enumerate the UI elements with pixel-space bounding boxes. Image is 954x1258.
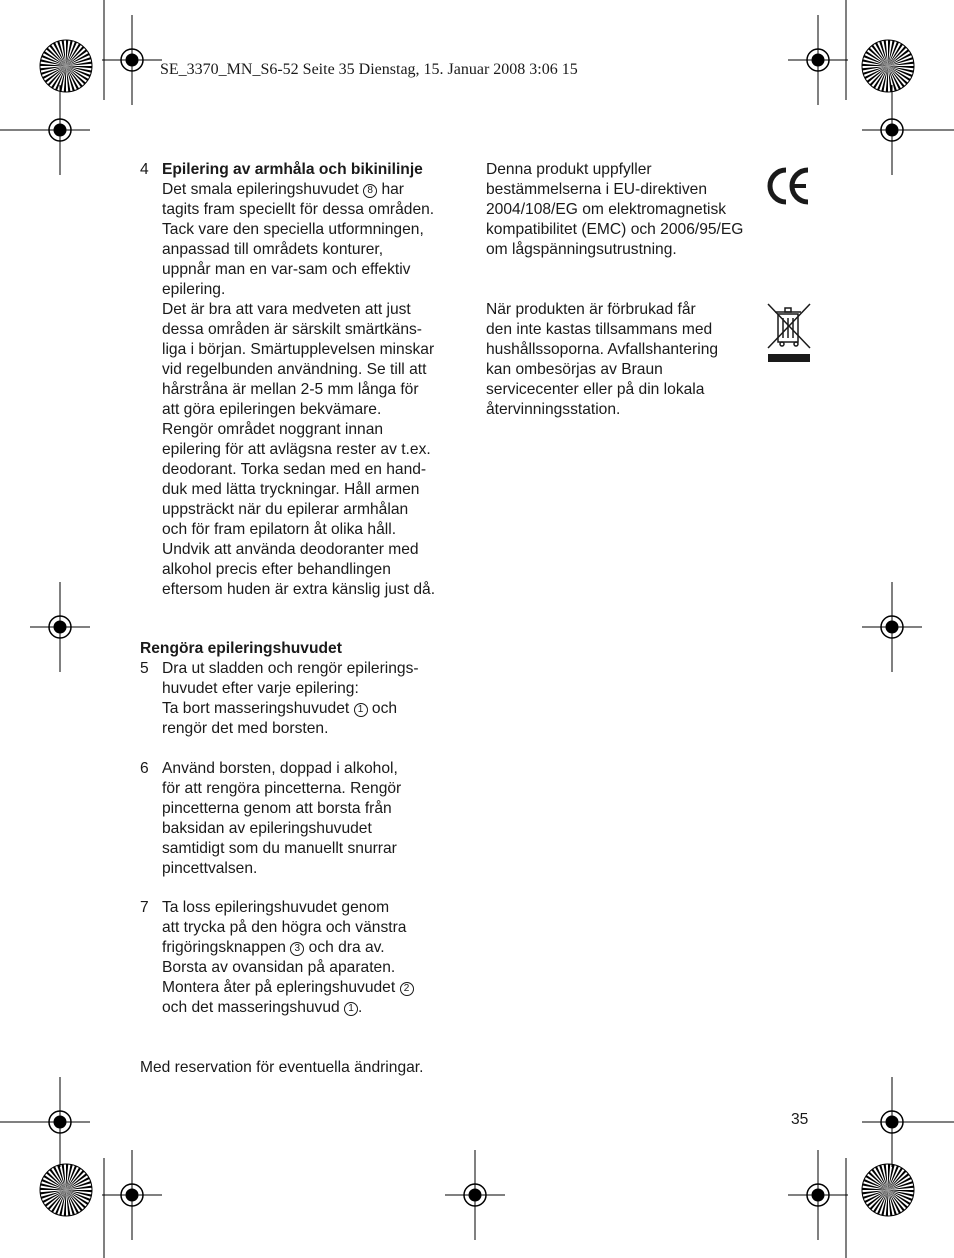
ref-1-icon: 1 bbox=[354, 703, 368, 717]
registration-crosshair bbox=[102, 1150, 162, 1240]
item-7-text bbox=[162, 898, 482, 1018]
registration-crosshair bbox=[862, 1077, 922, 1167]
item-7-text-c: och det masseringshuvud bbox=[162, 999, 340, 1016]
item-4-text-a: Det smala epileringshuvudet bbox=[162, 181, 359, 198]
ref-2-icon: 2 bbox=[400, 982, 414, 996]
crossed-bin-icon bbox=[766, 302, 812, 366]
ce-compliance-text: Denna produkt uppfyller bestämmelserna i EU-direktiven 2004/108/EG om elektromagnetisk kompatibilitet (EMC) och 2006/95/EG om lågspänningsutrustning. bbox=[486, 161, 744, 258]
starburst-mark bbox=[862, 40, 914, 92]
item-7-text-a: Ta loss epileringshuvudet genom att trycka på den högra och vänstra frigöringsknappen bbox=[162, 899, 407, 956]
ref-8-icon: 8 bbox=[363, 184, 377, 198]
item-5-text bbox=[162, 659, 482, 739]
item-7-text-d: . bbox=[358, 999, 363, 1016]
cleaning-heading: Rengöra epileringshuvudet bbox=[140, 640, 342, 657]
registration-crosshair bbox=[445, 1150, 505, 1240]
starburst-mark bbox=[40, 40, 92, 92]
registration-crosshair bbox=[788, 15, 848, 105]
item-7-text-b: och dra av. Borsta av ovansidan på aparaten. Montera åter på epleringshuvudet bbox=[162, 939, 396, 996]
item-4-number: 4 bbox=[140, 161, 149, 178]
item-5-text-b: och rengör det med borsten. bbox=[162, 700, 398, 737]
registration-crosshair bbox=[102, 15, 162, 105]
item-4-text bbox=[162, 180, 482, 600]
item-6-number: 6 bbox=[140, 760, 149, 777]
registration-crosshair bbox=[862, 582, 922, 672]
registration-crosshair bbox=[862, 85, 922, 175]
item-5-number: 5 bbox=[140, 660, 149, 677]
page-number: 35 bbox=[791, 1111, 809, 1128]
item-4-text-b: har tagits fram speciellt för dessa områden. Tack vare den speciella utformningen, anpassad till områdets konturer, uppnår man en var-sam och effektiv epilering. Det är bra att vara medveten att just dessa områden är särskilt smärtkäns- liga i början. Smärtupplevelsen minskar vid regelbunden användning. Se till att hårstråna är mellan 2-5 mm långa för att göra epileringen bekvämare. Rengör området noggrant innan epilering för att avlägsna rester av t.ex. deodorant. Torka sedan med en hand- duk med lätta tryckningar. Håll armen uppsträckt när du epilerar armhålan och för fram epilatorn åt olika håll. Undvik att använda deodoranter med alkohol precis efter behandlingen eftersom huden är extra känslig just då. bbox=[162, 181, 436, 598]
item-5-text-a: Dra ut sladden och rengör epilerings- huvudet efter varje epilering: Ta bort masseringshuvudet bbox=[162, 660, 419, 717]
ref-3-icon: 3 bbox=[290, 942, 304, 956]
registration-crosshair bbox=[788, 1150, 848, 1240]
registration-crosshair bbox=[30, 582, 90, 672]
ce-mark-icon bbox=[766, 166, 812, 206]
registration-crosshair bbox=[30, 1077, 90, 1167]
print-header: SE_3370_MN_S6-52 Seite 35 Dienstag, 15. Januar 2008 3:06 15 bbox=[160, 61, 578, 78]
starburst-mark bbox=[40, 1164, 92, 1216]
registration-crosshair bbox=[30, 85, 90, 175]
item-6-text: Använd borsten, doppad i alkohol, för att rengöra pincetterna. Rengör pincetterna genom att borsta från baksidan av epileringshuvudet samtidigt som du manuellt snurrar pincettvalsen. bbox=[162, 760, 402, 877]
starburst-mark bbox=[862, 1164, 914, 1216]
ref-1b-icon: 1 bbox=[344, 1002, 358, 1016]
item-4-heading: Epilering av armhåla och bikinilinje bbox=[162, 161, 423, 178]
disposal-text: När produkten är förbrukad får den inte kastas tillsammans med hushållssoporna. Avfallshantering kan ombesörjas av Braun servicecenter eller på din lokala återvinningsstation. bbox=[486, 301, 719, 418]
item-7-number: 7 bbox=[140, 899, 149, 916]
reservation-note: Med reservation för eventuella ändringar. bbox=[140, 1059, 424, 1076]
